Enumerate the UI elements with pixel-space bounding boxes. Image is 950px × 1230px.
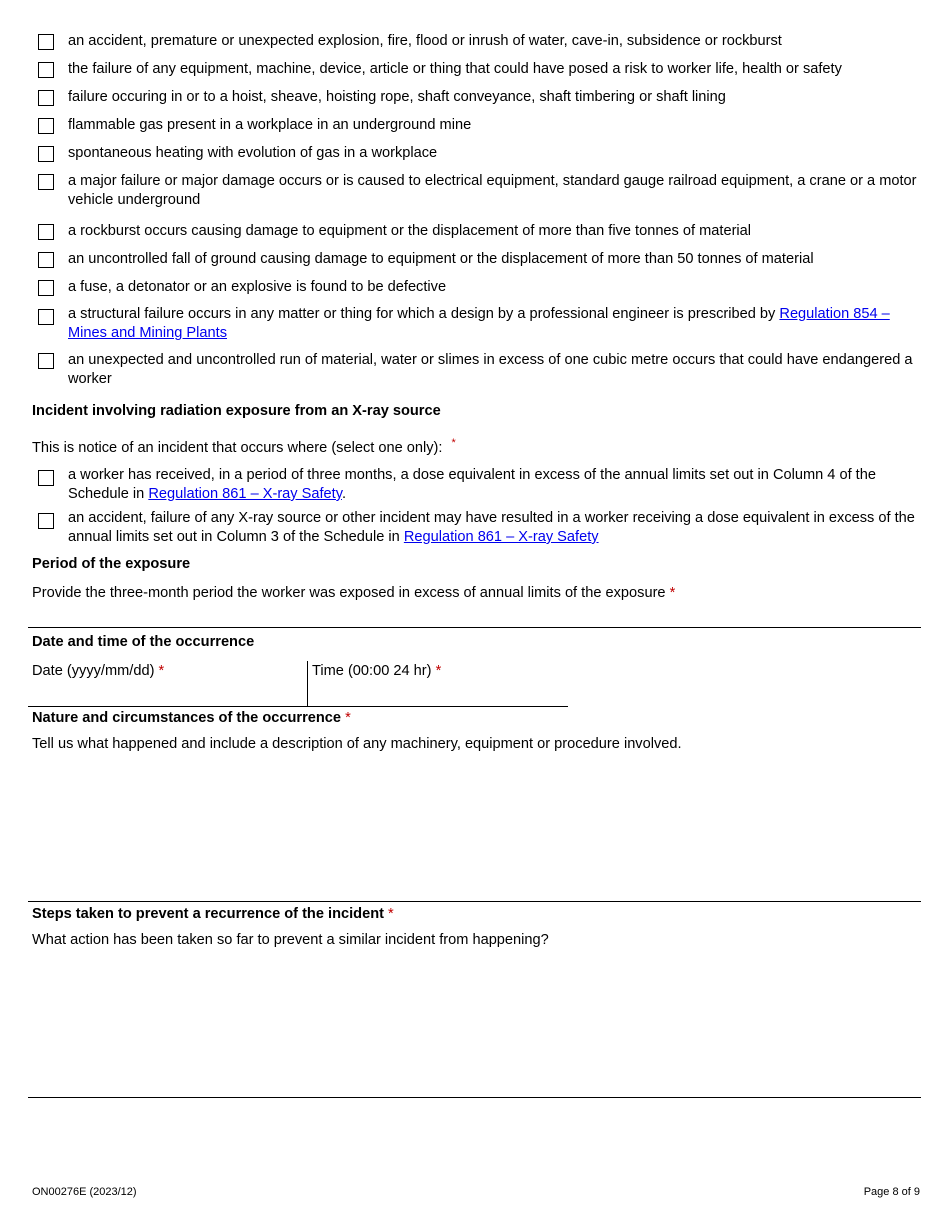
option-label: failure occuring in or to a hoist, sheave, hoisting rope, shaft conveyance, shaft timbering or shaft lining (68, 89, 726, 105)
period-heading: Period of the exposure (32, 556, 191, 572)
option-label (68, 509, 918, 547)
xray-prompt-text: This is notice of an incident that occurs where (select one only): (32, 439, 443, 456)
checkbox[interactable] (38, 146, 54, 162)
required-asterisk: * (435, 663, 442, 679)
required-asterisk: * (158, 663, 165, 679)
nature-instruction: Tell us what happened and include a description of any machinery, equipment or procedure involved. (32, 736, 682, 752)
checkbox[interactable] (38, 353, 54, 369)
form-id: ON00276E (2023/12) (32, 1186, 137, 1198)
option-end: . (341, 486, 347, 502)
required-asterisk: * (669, 585, 676, 601)
date-label (32, 663, 164, 679)
date-input[interactable] (28, 683, 306, 705)
steps-heading (32, 906, 394, 922)
nature-heading (32, 710, 351, 726)
datetime-heading: Date and time of the occurrence (32, 634, 255, 650)
steps-heading-text: Steps taken to prevent a recurrence of the incident (32, 906, 384, 922)
period-input[interactable] (28, 604, 921, 626)
checkbox[interactable] (38, 470, 54, 486)
period-instruction-text: Provide the three-month period the worker was exposed in excess of annual limits of the exposure (32, 585, 666, 601)
checkbox[interactable] (38, 174, 54, 190)
option-text: a structural failure occurs in any matter or thing for which a design by a professional engineer is prescribed by (68, 306, 780, 322)
date-label-text: Date (yyyy/mm/dd) (32, 663, 155, 679)
page-number: Page 8 of 9 (863, 1186, 920, 1198)
checkbox[interactable] (38, 513, 54, 529)
divider (28, 901, 921, 902)
steps-textarea[interactable] (28, 954, 921, 1094)
option-text: a worker has received, in a period of three months, a dose equivalent in excess of the annual limits set out in Column 4 of the Schedule in (68, 467, 876, 502)
checkbox[interactable] (38, 224, 54, 240)
checkbox[interactable] (38, 90, 54, 106)
checkbox[interactable] (38, 118, 54, 134)
checkbox[interactable] (38, 309, 54, 325)
option-label: an uncontrolled fall of ground causing damage to equipment or the displacement of more than 50 tonnes of material (68, 251, 814, 267)
time-label (312, 663, 441, 679)
nature-heading-text: Nature and circumstances of the occurrence (32, 710, 342, 726)
option-label: the failure of any equipment, machine, device, article or thing that could have posed a risk to worker life, health or safety (68, 61, 842, 77)
option-label: flammable gas present in a workplace in an underground mine (68, 117, 472, 133)
regulation-854-link[interactable]: Regulation 854 – Mines and Mining Plants (68, 306, 890, 341)
required-asterisk: * (388, 906, 394, 922)
divider (28, 627, 921, 628)
option-label: a rockburst occurs causing damage to equipment or the displacement of more than five tonnes of material (68, 223, 752, 239)
nature-textarea[interactable] (28, 758, 921, 898)
xray-prompt (32, 437, 456, 456)
option-label: spontaneous heating with evolution of gas in a workplace (68, 145, 438, 161)
option-label: an accident, premature or unexpected explosion, fire, flood or inrush of water, cave-in, subsidence or rockburst (68, 33, 782, 49)
steps-instruction: What action has been taken so far to prevent a similar incident from happening? (32, 932, 549, 948)
divider (28, 706, 568, 707)
checkbox[interactable] (38, 62, 54, 78)
checkbox[interactable] (38, 34, 54, 50)
required-asterisk: * (451, 437, 456, 449)
time-input[interactable] (308, 683, 567, 705)
time-label-text: Time (00:00 24 hr) (312, 663, 432, 679)
divider (28, 1097, 921, 1098)
regulation-861-link[interactable]: Regulation 861 – X-ray Safety (148, 486, 342, 502)
xray-section-heading: Incident involving radiation exposure from an X-ray source (32, 403, 441, 419)
option-text: an accident, failure of any X-ray source or other incident may have resulted in a worker receiving a dose equivalent in excess of the annual limits set out in Column 3 of the Schedule in (68, 510, 915, 545)
option-label: a major failure or major damage occurs or is caused to electrical equipment, standard gauge railroad equipment, a crane or a motor vehicle underground (68, 173, 917, 208)
option-label: a fuse, a detonator or an explosive is found to be defective (68, 279, 447, 295)
period-instruction (32, 585, 675, 601)
checkbox[interactable] (38, 280, 54, 296)
option-label: an unexpected and uncontrolled run of material, water or slimes in excess of one cubic metre occurs that could have endangered a worker (68, 352, 913, 387)
option-label (68, 466, 918, 504)
regulation-861-link[interactable]: Regulation 861 – X-ray Safety (403, 529, 599, 545)
checkbox[interactable] (38, 252, 54, 268)
option-label (68, 305, 918, 343)
required-asterisk: * (345, 710, 351, 726)
